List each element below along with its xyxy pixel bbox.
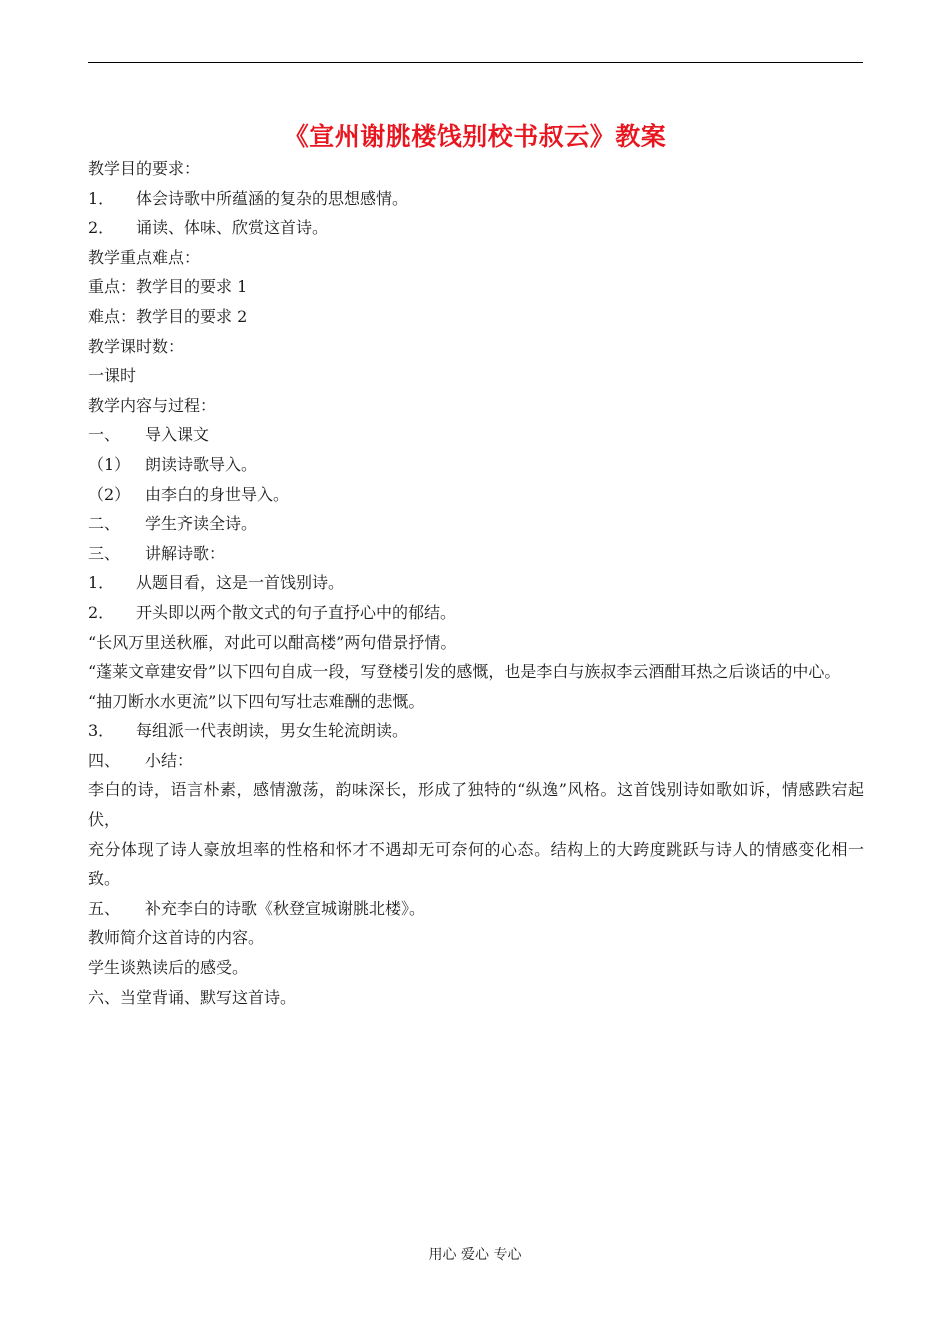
line-text: 诵读、体味、欣赏这首诗。 xyxy=(136,218,329,238)
header-rule xyxy=(88,62,863,63)
text-line xyxy=(88,154,864,184)
list-number: 3． xyxy=(88,721,115,741)
line-text: 由李白的身世导入。 xyxy=(145,484,290,504)
line-text: 讲解诗歌： xyxy=(145,543,226,563)
document-title: 《宣州谢朓楼饯别校书叔云》教案 xyxy=(283,122,667,151)
line-text: 教学内容与过程： xyxy=(88,395,217,415)
list-number: 三、 xyxy=(88,543,121,563)
line-text: 六、当堂背诵、默写这首诗。 xyxy=(88,987,297,1007)
line-text: 导入课文 xyxy=(145,425,210,445)
document-body xyxy=(88,154,864,1012)
line-text: 教学目的要求： xyxy=(88,159,201,178)
text-line xyxy=(88,687,864,717)
paragraph-penglai: “蓬莱文章建安骨”以下四句自成一段，写登楼引发的感慨，也是李白与族叔李云酒酣耳热之后谈话的中心。 xyxy=(88,662,841,682)
line-text: 补充李白的诗歌《秋登宣城谢朓北楼》。 xyxy=(145,898,426,918)
list-number: 一、 xyxy=(88,425,121,445)
line-text: 一课时 xyxy=(88,366,137,386)
list-number: 二、 xyxy=(88,514,121,534)
list-number: 五、 xyxy=(88,898,121,918)
text-line xyxy=(88,243,864,273)
list-number: （1） xyxy=(88,454,131,474)
text-line xyxy=(88,628,864,658)
list-number: 2． xyxy=(88,218,115,238)
line-text: 学生谈熟读后的感受。 xyxy=(88,958,249,978)
line-text: 开头即以两个散文式的句子直抒心中的郁结。 xyxy=(136,602,457,622)
line-text: 每组派一代表朗读，男女生轮流朗读。 xyxy=(136,721,409,741)
line-text: 重点：教学目的要求 1 xyxy=(88,277,248,297)
text-line xyxy=(88,213,864,243)
line-text: 从题目看，这是一首饯别诗。 xyxy=(136,573,345,593)
list-number: （2） xyxy=(88,484,131,504)
text-line xyxy=(88,302,864,332)
text-line xyxy=(88,598,864,628)
list-number: 1． xyxy=(88,573,115,593)
content-block-3 xyxy=(88,894,864,1012)
text-line xyxy=(88,894,864,924)
text-line xyxy=(88,361,864,391)
text-line xyxy=(88,716,864,746)
text-line xyxy=(88,272,864,302)
line-text: “抽刀断水水更流”以下四句写壮志难酬的悲慨。 xyxy=(88,691,425,711)
text-line xyxy=(88,420,864,450)
line-text: 教师简介这首诗的内容。 xyxy=(88,928,265,948)
text-line xyxy=(88,391,864,421)
text-line xyxy=(88,746,864,776)
text-line xyxy=(88,923,864,953)
line-text: 教学课时数： xyxy=(88,336,185,356)
paragraph-summary-2: 充分体现了诗人豪放坦率的性格和怀才不遇却无可奈何的心态。结构上的大跨度跳跃与诗人的情感变化相一致。 xyxy=(88,839,864,889)
text-line xyxy=(88,480,864,510)
text-line xyxy=(88,983,864,1013)
content-block-1 xyxy=(88,154,864,657)
text-line xyxy=(88,450,864,480)
text-line xyxy=(88,184,864,214)
line-text: 小结： xyxy=(145,750,194,770)
page-footer: 用心 爱心 专心 xyxy=(428,1247,522,1263)
line-text: “长风万里送秋雁，对此可以酣高楼”两句借景抒情。 xyxy=(88,632,457,652)
text-line xyxy=(88,509,864,539)
line-text: 学生齐读全诗。 xyxy=(145,514,258,534)
line-text: 教学重点难点： xyxy=(88,247,201,267)
text-line xyxy=(88,332,864,362)
list-number: 四、 xyxy=(88,750,121,770)
paragraph-summary-1: 李白的诗，语言朴素，感情激荡，韵味深长，形成了独特的“纵逸”风格。这首饯别诗如歌如诉，情感跌宕起伏， xyxy=(88,780,864,830)
line-text: 难点：教学目的要求 2 xyxy=(88,306,248,326)
line-text: 朗读诗歌导入。 xyxy=(145,454,258,474)
list-number: 1． xyxy=(88,188,115,208)
text-line xyxy=(88,568,864,598)
text-line xyxy=(88,953,864,983)
line-text: 体会诗歌中所蕴涵的复杂的思想感情。 xyxy=(136,188,409,208)
content-block-2 xyxy=(88,687,864,776)
list-number: 2． xyxy=(88,602,115,622)
text-line xyxy=(88,539,864,569)
